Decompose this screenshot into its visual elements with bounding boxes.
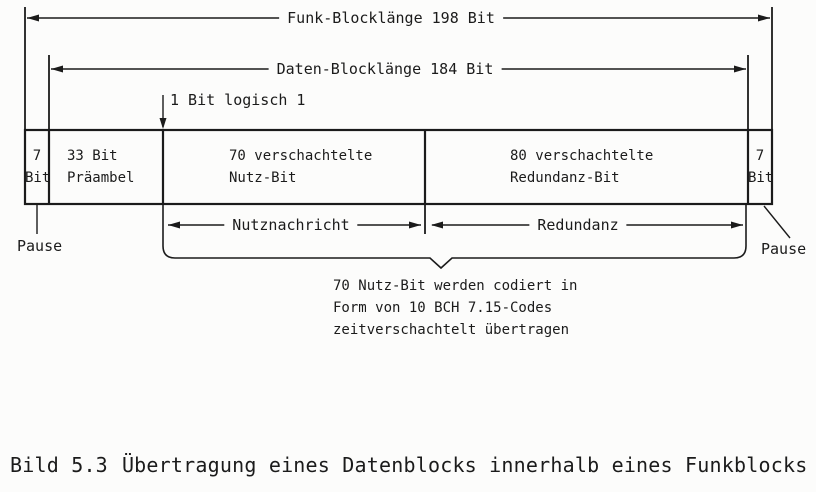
funk-blocklaenge-label: Funk-Blocklänge 198 Bit (279, 9, 503, 27)
brace-note (333, 275, 577, 341)
cell-line: Nutz-Bit (229, 170, 297, 186)
arrow-right-icon (409, 222, 421, 229)
note-line: Form von 10 BCH 7.15-Codes (333, 300, 553, 316)
arrow-left-icon (168, 222, 180, 229)
extension-lines (25, 7, 772, 234)
redundanz-label: Redundanz (529, 216, 626, 234)
caption-text: Übertragung eines Datenblocks innerhalb eines Funkblocks (121, 453, 808, 477)
cell-line: 33 Bit (67, 148, 118, 164)
cell-line: Präambel (67, 170, 135, 186)
brace (163, 204, 746, 268)
figure-caption (10, 452, 807, 478)
cell-pause-left (25, 145, 49, 189)
note-line: 70 Nutz-Bit werden codiert in (333, 278, 578, 294)
arrow-down-icon (160, 118, 167, 129)
arrow-right-icon (758, 15, 770, 22)
cell-line: 7 (32, 148, 42, 164)
cell-nutz-bit (229, 145, 372, 189)
cell-line: 7 (755, 148, 765, 164)
cell-line: 80 verschachtelte (510, 148, 654, 164)
cell-line: 70 verschachtelte (229, 148, 373, 164)
daten-blocklaenge-label: Daten-Blocklänge 184 Bit (269, 60, 502, 78)
cell-line: Bit (25, 170, 51, 186)
arrow-left-icon (431, 222, 443, 229)
cell-praeambel (67, 145, 134, 189)
note-line: zeitverschachtelt übertragen (333, 322, 570, 338)
pause-right-label: Pause (761, 240, 807, 258)
nutznachricht-label: Nutznachricht (224, 216, 357, 234)
caption-number: Bild 5.3 (10, 453, 108, 477)
arrow-right-icon (734, 66, 746, 73)
pause-left-label: Pause (17, 237, 63, 255)
cell-redundanz-bit (510, 145, 653, 189)
one-bit-marker-arrow (160, 95, 167, 129)
arrow-right-icon (731, 222, 743, 229)
arrow-left-icon (27, 15, 39, 22)
pause-leader-lines (37, 204, 790, 238)
one-bit-marker-label: 1 Bit logisch 1 (170, 91, 306, 109)
block-outline (25, 130, 772, 204)
arrow-left-icon (51, 66, 63, 73)
cell-pause-right (748, 145, 772, 189)
cell-line: Bit (748, 170, 774, 186)
cell-line: Redundanz-Bit (510, 170, 620, 186)
